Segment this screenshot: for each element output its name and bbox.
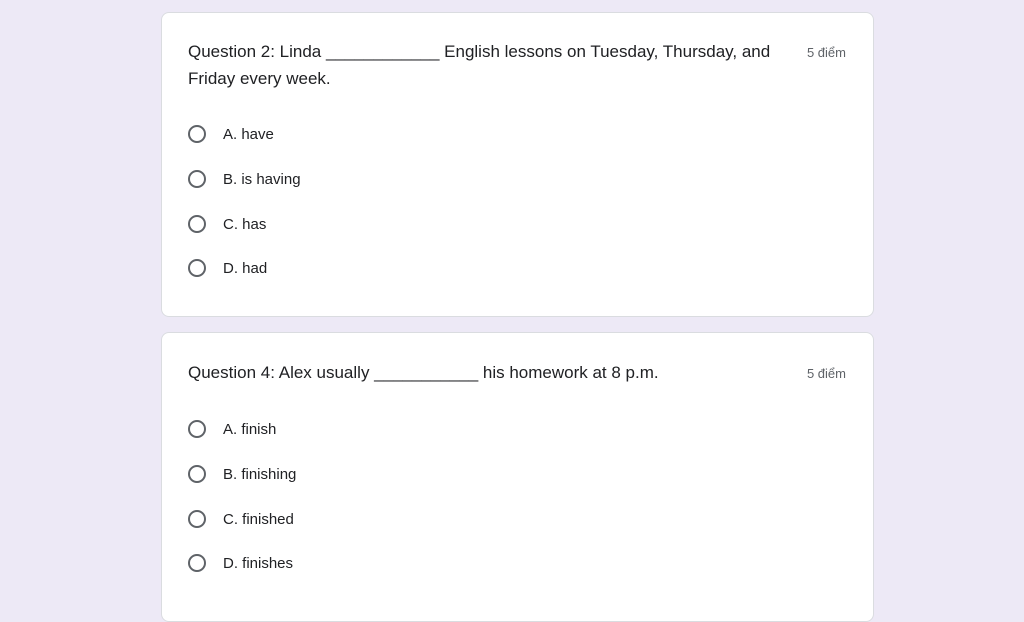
question-card [161, 332, 874, 622]
radio-button-icon[interactable] [188, 465, 206, 483]
radio-button-icon[interactable] [188, 170, 206, 188]
radio-button-icon[interactable] [188, 510, 206, 528]
option-label: C. has [223, 215, 267, 233]
question-points: 5 điểm [806, 366, 846, 381]
question-text: Question 4: Alex usually ___________ his homework at 8 p.m. [188, 363, 659, 382]
question-card [161, 12, 874, 317]
option-b[interactable] [188, 462, 296, 486]
option-d[interactable] [188, 551, 293, 575]
option-a[interactable] [188, 122, 274, 146]
radio-button-icon[interactable] [188, 420, 206, 438]
radio-button-icon[interactable] [188, 215, 206, 233]
radio-button-icon[interactable] [188, 125, 206, 143]
question-text: Question 2: Linda ____________ English lessons on Tuesday, Thursday, and Friday every week. [188, 42, 771, 88]
option-label: A. have [223, 125, 274, 143]
option-label: D. had [223, 259, 268, 277]
option-b[interactable] [188, 167, 301, 191]
option-label: D. finishes [223, 554, 294, 572]
option-label: B. is having [223, 170, 301, 188]
option-label: C. finished [223, 510, 294, 528]
option-label: B. finishing [223, 465, 297, 483]
option-label: A. finish [223, 420, 277, 438]
radio-button-icon[interactable] [188, 259, 206, 277]
question-points: 5 điểm [806, 45, 846, 60]
option-c[interactable] [188, 507, 294, 531]
radio-button-icon[interactable] [188, 554, 206, 572]
option-d[interactable] [188, 256, 267, 280]
option-a[interactable] [188, 417, 276, 441]
option-c[interactable] [188, 212, 266, 236]
